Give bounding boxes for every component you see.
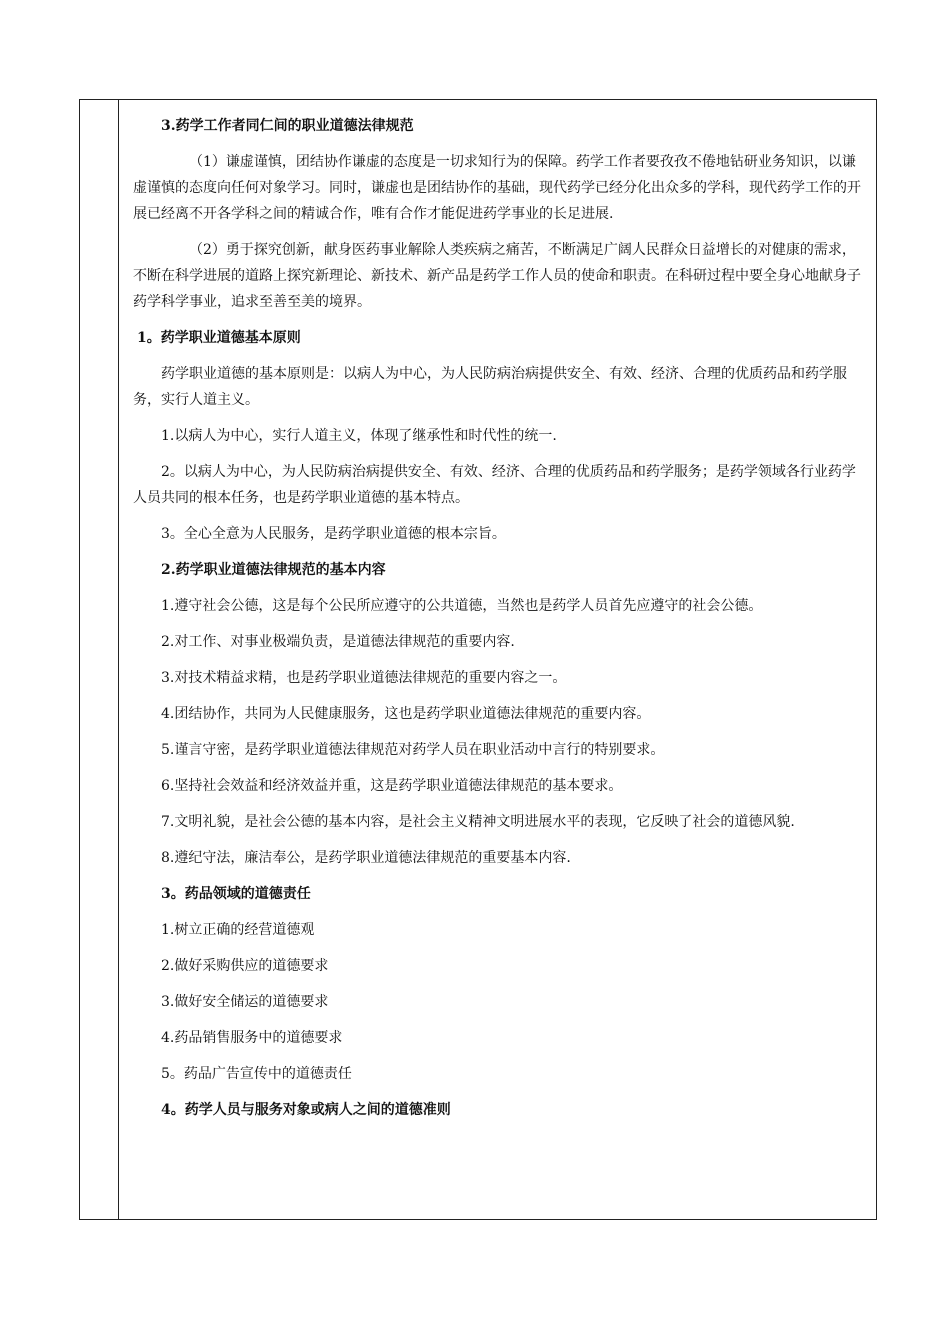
list-item: 1.以病人为中心，实行人道主义，体现了继承性和时代性的统一. bbox=[161, 428, 557, 444]
paragraph: 药学职业道德的基本原则是：以病人为中心，为人民防病治病提供安全、有效、经济、合理的优质药品和药学服务，实行人道主义。 bbox=[133, 366, 847, 408]
list-item: 1.遵守社会公德，这是每个公民所应遵守的公共道德，当然也是药学人员首先应遵守的社会公德。 bbox=[161, 598, 763, 614]
table-column-divider bbox=[118, 99, 119, 1220]
list-item: 1.树立正确的经营道德观 bbox=[161, 922, 315, 938]
section-heading: 2.药学职业道德法律规范的基本内容 bbox=[161, 562, 386, 578]
paragraph: （1）谦虚谨慎，团结协作谦虚的态度是一切求知行为的保障。药学工作者要孜孜不倦地钻研业务知识，以谦虚谨慎的态度向任何对象学习。同时，谦虚也是团结协作的基础，现代药学已经分化出众多的学科，现代药学工作的开展已经离不开各学科之间的精诚合作，唯有合作才能促进药学事业的长足进展. bbox=[133, 154, 861, 222]
list-item: 4.药品销售服务中的道德要求 bbox=[161, 1030, 343, 1046]
list-item: 5.谨言守密，是药学职业道德法律规范对药学人员在职业活动中言行的特别要求。 bbox=[161, 742, 665, 758]
list-item: 8.遵纪守法，廉洁奉公，是药学职业道德法律规范的重要基本内容. bbox=[161, 850, 571, 866]
list-item: 6.坚持社会效益和经济效益并重，这是药学职业道德法律规范的基本要求。 bbox=[161, 778, 623, 794]
list-item: 3。全心全意为人民服务，是药学职业道德的根本宗旨。 bbox=[161, 526, 506, 542]
section-heading: 3.药学工作者同仁间的职业道德法律规范 bbox=[161, 118, 414, 134]
list-item: 3.对技术精益求精，也是药学职业道德法律规范的重要内容之一。 bbox=[161, 670, 567, 686]
list-item: 5。药品广告宣传中的道德责任 bbox=[161, 1066, 352, 1082]
table-content-cell bbox=[133, 113, 867, 1133]
section-heading: 3。药品领域的道德责任 bbox=[161, 886, 311, 902]
section-heading: 1。药学职业道德基本原则 bbox=[137, 330, 301, 346]
list-item: 4.团结协作，共同为人民健康服务，这也是药学职业道德法律规范的重要内容。 bbox=[161, 706, 651, 722]
list-item: 2.对工作、对事业极端负责，是道德法律规范的重要内容. bbox=[161, 634, 515, 650]
list-item: 3.做好安全储运的道德要求 bbox=[161, 994, 329, 1010]
list-item: 2。以病人为中心，为人民防病治病提供安全、有效、经济、合理的优质药品和药学服务；是药学领域各行业药学人员共同的根本任务，也是药学职业道德的基本特点。 bbox=[133, 464, 856, 506]
list-item: 7.文明礼貌，是社会公德的基本内容，是社会主义精神文明进展水平的表现，它反映了社会的道德风貌. bbox=[161, 814, 795, 830]
list-item: 2.做好采购供应的道德要求 bbox=[161, 958, 329, 974]
paragraph: （2）勇于探究创新，献身医药事业解除人类疾病之痛苦，不断满足广阔人民群众日益增长的对健康的需求，不断在科学进展的道路上探究新理论、新技术、新产品是药学工作人员的使命和职责。在科研过程中要全身心地献身子药学科学事业，追求至善至美的境界。 bbox=[133, 242, 861, 310]
section-heading: 4。药学人员与服务对象或病人之间的道德准则 bbox=[161, 1102, 451, 1118]
